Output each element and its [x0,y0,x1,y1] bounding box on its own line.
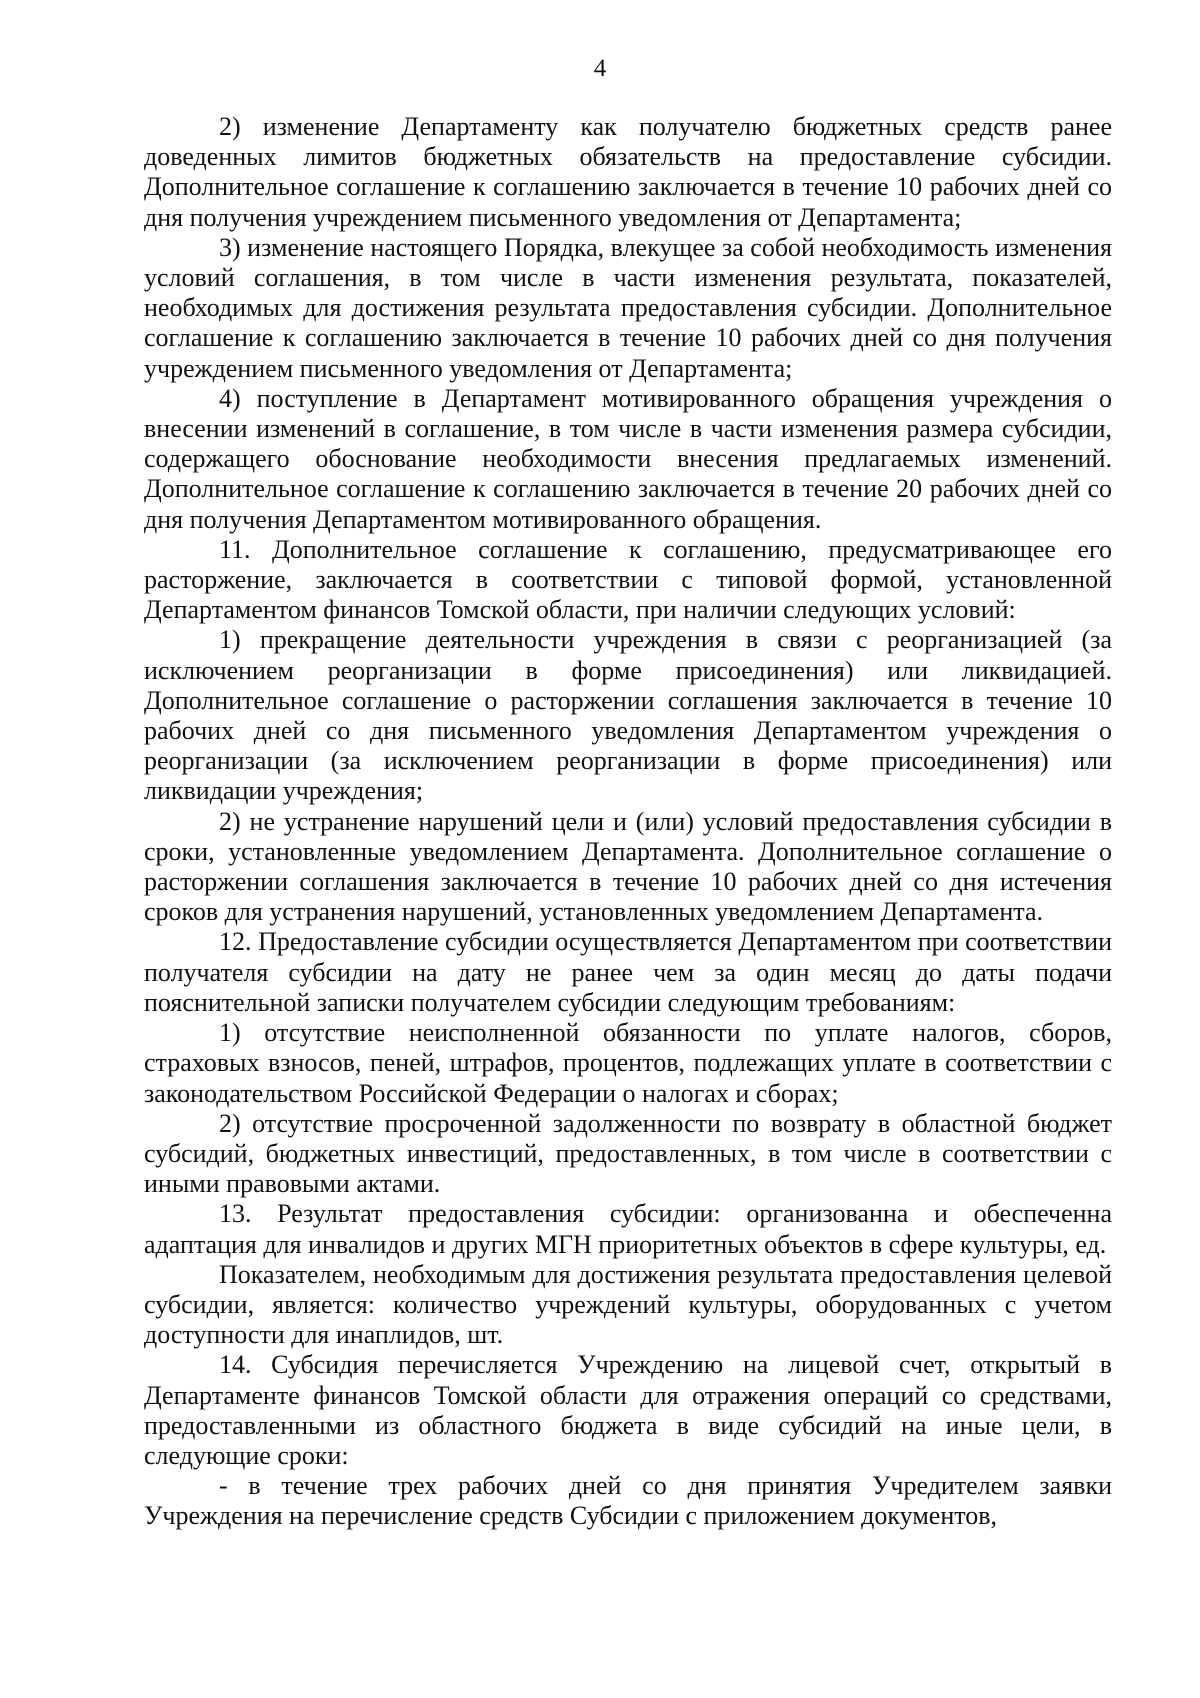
paragraph-section-14-term-1: - в течение трех рабочих дней со дня принятия Учредителем заявки Учреждения на перечисление средств Субсидии с приложением документов, [144,1471,1112,1531]
paragraph-section-13: 13. Результат предоставления субсидии: организованна и обеспеченна адаптация для инвалидов и других МГН приоритетных объектов в сфере культуры, ед. [144,1199,1112,1259]
paragraph-item-3-order-change: 3) изменение настоящего Порядка, влекущее за собой необходимость изменения условий соглашения, в том числе в части изменения результата, показателей, необходимых для достижения результата предоставления субсидии. Дополнительное соглашение к соглашению заключается в течение 10 рабочих дней со дня получения учреждением письменного уведомления от Департамента; [144,232,1112,383]
paragraph-section-11: 11. Дополнительное соглашение к соглашению, предусматривающее его расторжение, заключается в соответствии с типовой формой, установленной Департаментом финансов Томской области, при наличии следующих условий: [144,534,1112,625]
paragraph-section-11-item-1: 1) прекращение деятельности учреждения в связи с реорганизацией (за исключением реорганизации в форме присоединения) или ликвидацией. Дополнительное соглашение о расторжении соглашения заключается в течение 10 рабочих дней со дня письменного уведомления Департаментом учреждения о реорганизации (за исключением реорганизации в форме присоединения) или ликвидации учреждения; [144,625,1112,806]
paragraph-section-12-item-2: 2) отсутствие просроченной задолженности по возврату в областной бюджет субсидий, бюджетных инвестиций, предоставленных, в том числе в соответствии с иными правовыми актами. [144,1108,1112,1199]
paragraph-section-14: 14. Субсидия перечисляется Учреждению на лицевой счет, открытый в Департаменте финансов Томской области для отражения операций со средствами, предоставленными из областного бюджета в виде субсидий на иные цели, в следующие сроки: [144,1350,1112,1470]
page-number: 4 [593,55,607,82]
paragraph-section-12: 12. Предоставление субсидии осуществляется Департаментом при соответствии получателя субсидии на дату не ранее чем за один месяц до даты подачи пояснительной записки получателем субсидии следующим требованиям: [144,927,1112,1017]
paragraph-item-2-limits-change: 2) изменение Департаменту как получателю бюджетных средств ранее доведенных лимитов бюджетных обязательств на предоставление субсидии. Дополнительное соглашение к соглашению заключается в течение 10 рабочих дней со дня получения учреждением письменного уведомления от Департамента; [144,112,1112,232]
paragraph-section-13-indicator: Показателем, необходимым для достижения результата предоставления целевой субсидии, является: количество учреждений культуры, оборудованных с учетом доступности для инаплидов, шт. [144,1259,1112,1350]
paragraph-item-4-motivated-request: 4) поступление в Департамент мотивированного обращения учреждения о внесении изменений в соглашение, в том числе в части изменения размера субсидии, содержащего обоснование необходимости внесения предлагаемых изменений. Дополнительное соглашение к соглашению заключается в течение 20 рабочих дней со дня получения Департаментом мотивированного обращения. [144,383,1112,534]
document-body [144,112,1112,1532]
paragraph-section-11-item-2: 2) не устранение нарушений цели и (или) условий предоставления субсидии в сроки, установленные уведомлением Департамента. Дополнительное соглашение о расторжении соглашения заключается в течение 10 рабочих дней со дня истечения сроков для устранения нарушений, установленных уведомлением Департамента. [144,806,1112,927]
paragraph-section-12-item-1: 1) отсутствие неисполненной обязанности по уплате налогов, сборов, страховых взносов, пеней, штрафов, процентов, подлежащих уплате в соответствии с законодательством Российской Федерации о налогах и сборах; [144,1018,1112,1108]
